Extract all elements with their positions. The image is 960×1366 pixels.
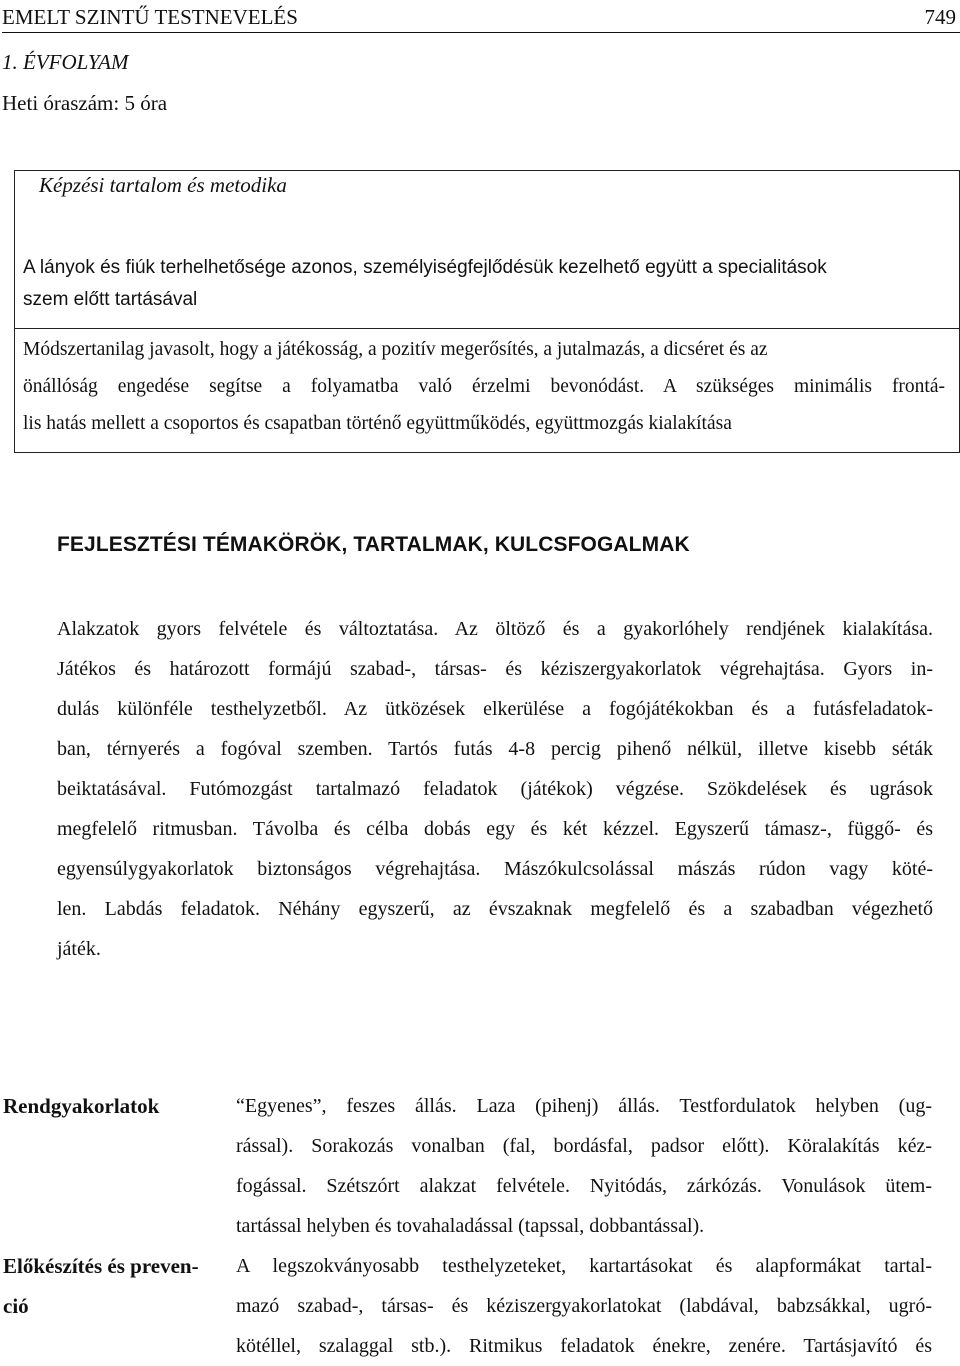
weekly-hours: Heti óraszám: 5 óra bbox=[2, 91, 168, 115]
text-line: dulás különféle testhelyzetből. Az ütközések elkerülése a fogójátékokban és a futásfeladatok- bbox=[57, 698, 933, 720]
text-line: ban, térnyerés a fogóval szemben. Tartós futás 4-8 percig pihenő nélkül, illetve kisebb séták bbox=[57, 738, 933, 760]
topic-text-elokeszites bbox=[236, 1246, 932, 1366]
topic-label-rendgyakorlatok bbox=[3, 1086, 159, 1126]
text-line: tartással helyben és tovahaladással (tapssal, dobbantással). bbox=[236, 1215, 705, 1237]
text-line: A lányok és fiúk terhelhetősége azonos, személyiségfejlődésük kezelhető együtt a specialitások bbox=[23, 257, 827, 278]
text-line: beiktatásával. Futómozgást tartalmazó feladatok (játékok) végzése. Szökdelések és ugrások bbox=[57, 778, 933, 800]
text-line: mazó szabad-, társas- és kéziszergyakorlatokat (labdával, babzsákkal, ugró- bbox=[236, 1295, 932, 1317]
topic-label-line: Rendgyakorlatok bbox=[3, 1094, 160, 1118]
topic-label-elokeszites bbox=[3, 1246, 199, 1326]
text-line: megfelelő ritmusban. Távolba és célba dobás egy és két kézzel. Egyszerű támasz-, függő- és bbox=[57, 818, 933, 840]
text-line: fogással. Szétszórt alakzat felvétele. Nyitódás, zárkózás. Vonulások ütem- bbox=[236, 1175, 932, 1197]
text-line: rással). Sorakozás vonalban (fal, bordásfal, padsor előtt). Köralakítás kéz- bbox=[236, 1135, 932, 1157]
text-line: Alakzatok gyors felvétele és változtatása. Az öltöző és a gyakorlóhely rendjének kialakítása. bbox=[57, 618, 933, 640]
text-line: játék. bbox=[57, 938, 101, 960]
methods-paragraph-2 bbox=[23, 331, 945, 442]
text-line: lis hatás mellett a csoportos és csapatban történő együttműködés, együttmozgás kialakítása bbox=[23, 413, 732, 434]
header-title: EMELT SZINTŰ TESTNEVELÉS bbox=[2, 5, 298, 29]
topic-label-line: ció bbox=[3, 1294, 29, 1318]
running-header bbox=[2, 2, 960, 33]
methods-box-title: Képzési tartalom és metodika bbox=[39, 173, 287, 197]
text-line: kötéllel, szalaggal stb.). Ritmikus feladatok énekre, zenére. Tartásjavító és bbox=[236, 1335, 932, 1357]
text-line: A legszokványosabb testhelyzeteket, kartartásokat és alapformákat tartal- bbox=[236, 1255, 932, 1277]
text-line: Módszertanilag javasolt, hogy a játékosság, a pozitív megerősítés, a jutalmazás, a dicséret és az bbox=[23, 339, 768, 360]
text-line: szem előtt tartásával bbox=[23, 289, 198, 310]
text-line: egyensúlygyakorlatok biztonságos végrehajtása. Mászókulcsolással mászás rúdon vagy köté- bbox=[57, 858, 933, 880]
box-divider bbox=[15, 328, 959, 329]
content-paragraph bbox=[57, 609, 933, 969]
text-line: len. Labdás feladatok. Néhány egyszerű, az évszaknak megfelelő és a szabadban végezhető bbox=[57, 898, 933, 920]
topic-label-line: Előkészítés és preven- bbox=[3, 1254, 199, 1278]
methods-paragraph-1 bbox=[23, 252, 943, 316]
section-heading: FEJLESZTÉSI TÉMAKÖRÖK, TARTALMAK, KULCSFOGALMAK bbox=[57, 533, 690, 556]
page-number: 749 bbox=[924, 5, 956, 29]
text-line: önállóság engedése segítse a folyamatba való érzelmi bevonódást. A szükséges minimális frontá- bbox=[23, 376, 945, 397]
text-line: Játékos és határozott formájú szabad-, társas- és kéziszergyakorlatok végrehajtása. Gyors in- bbox=[57, 658, 933, 680]
text-line: “Egyenes”, feszes állás. Laza (pihenj) állás. Testfordulatok helyben (ug- bbox=[236, 1095, 932, 1117]
topic-text-rendgyakorlatok bbox=[236, 1086, 932, 1246]
methods-box bbox=[14, 170, 960, 453]
grade-heading: 1. ÉVFOLYAM bbox=[2, 50, 129, 74]
